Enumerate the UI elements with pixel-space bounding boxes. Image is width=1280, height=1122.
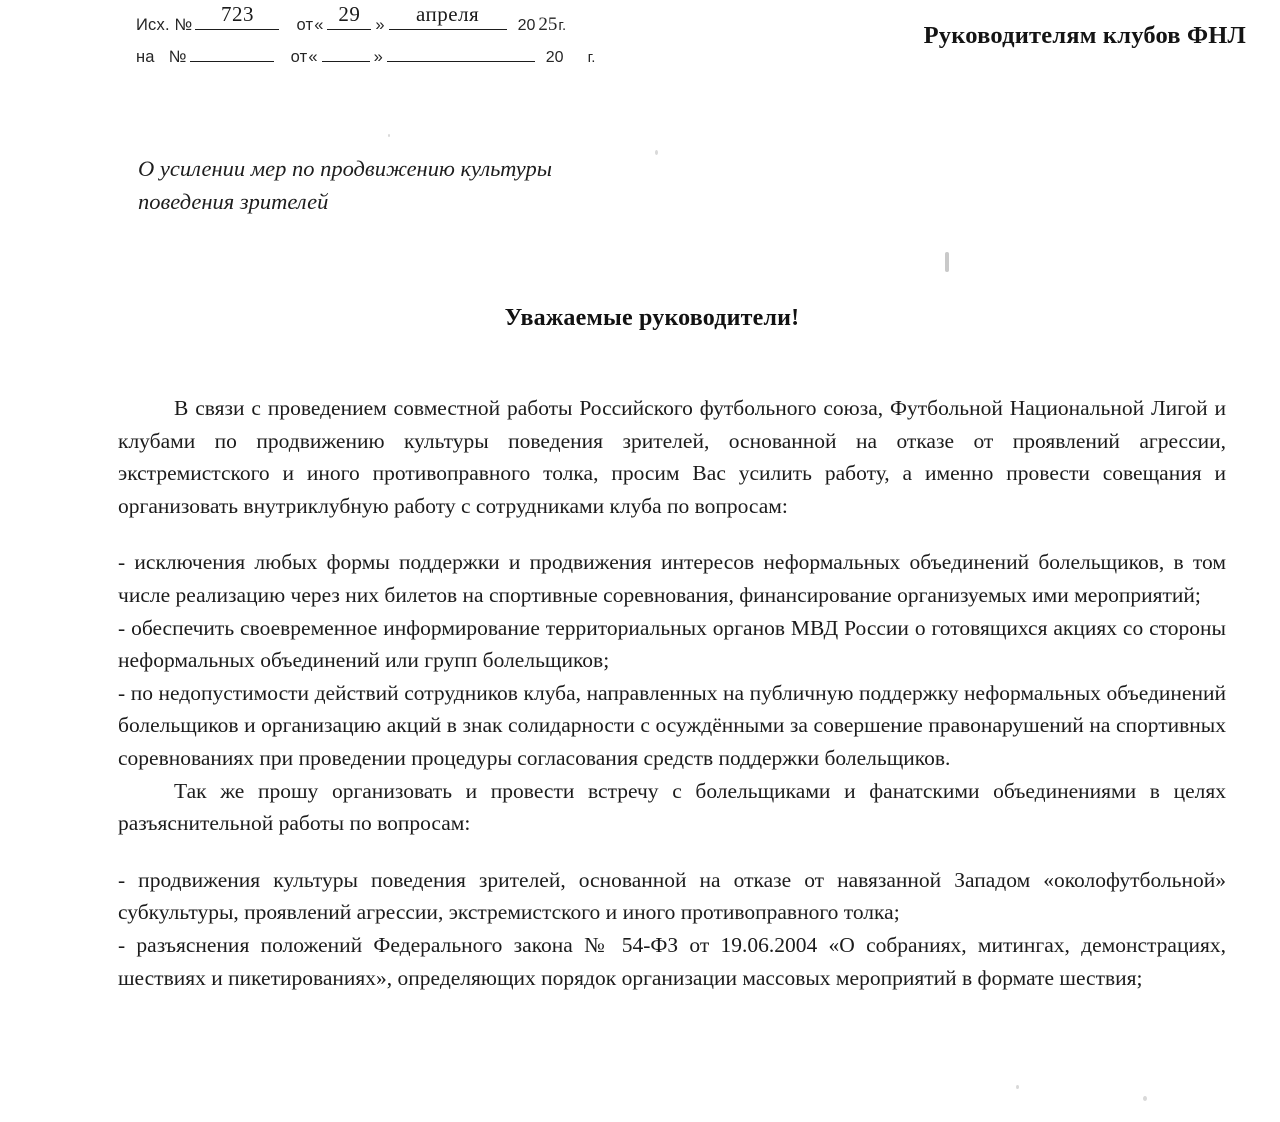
bullet-item-2: - обеспечить своевременное информирование территориальных органов МВД России о готовящихся акциях со стороны неформальных объединений или групп болельщиков;: [118, 615, 1226, 673]
quote-close-mark: »: [375, 16, 385, 34]
outgoing-reference-row: [136, 2, 606, 48]
bullet-item-3: - по недопустимости действий сотрудников клуба, направленных на публичную поддержку неформальных объединений болельщиков и организацию акций в знак солидарности с осуждёнными за совершение правонарушений на спортивных соревнованиях при проведении процедуры согласования средств поддержки болельщиков.: [118, 680, 1226, 770]
outgoing-day-value: 29: [338, 2, 361, 26]
incoming-number-label: №: [168, 48, 187, 66]
outgoing-number-value: 723: [220, 2, 254, 26]
quote-open-mark: «: [314, 16, 324, 34]
incoming-quote-open-mark: «: [308, 48, 318, 66]
paragraph-intro: В связи с проведением совместной работы Российского футбольного союза, Футбольной Национальной Лигой и клубами по продвижению культуры поведения зрителей, основанной на отказе от проявлений агрессии, экстремистского и иного противоправного толка, просим Вас усилить работу, а именно провести совещания и организовать внутриклубную работу с сотрудниками клуба по вопросам:: [118, 396, 1226, 518]
outgoing-month-field[interactable]: [389, 2, 507, 30]
incoming-day-field[interactable]: [322, 61, 370, 62]
outgoing-month-value: апреля: [415, 2, 480, 26]
incoming-month-field[interactable]: [387, 61, 535, 62]
incoming-quote-close-mark: »: [373, 48, 383, 66]
outgoing-day-field[interactable]: [327, 2, 371, 30]
paragraph-second-intro: Так же прошу организовать и провести встречу с болельщиками и фанатскими объединениями в целях разъяснительной работы по вопросам:: [118, 778, 1226, 836]
reference-fields: [136, 2, 606, 78]
addressee-line: Руководителям клубов ФНЛ: [923, 22, 1246, 49]
bullet-item-4: - продвижения культуры поведения зрителей, основанной на отказе от навязанной Западом «околофутбольной» субкультуры, проявлений агрессии, экстремистского и иного противоправного толка;: [118, 867, 1226, 925]
outgoing-year-unit: г.: [558, 17, 567, 34]
incoming-number-field[interactable]: [190, 61, 274, 62]
outgoing-year-value: 25: [538, 14, 558, 35]
outgoing-year-prefix: 20: [517, 17, 536, 34]
bullet-item-5: - разъяснения положений Федерального закона № 54-ФЗ от 19.06.2004 «О собраниях, митингах, демонстрациях, шествиях и пикетированиях», определяющих порядок организации массовых мероприятий в формате шествия;: [118, 932, 1226, 990]
subject-block: [138, 152, 678, 218]
document-body: [118, 392, 1226, 994]
subject-line-2: поведения зрителей: [138, 189, 329, 214]
incoming-label: на: [136, 48, 155, 66]
salutation-heading: Уважаемые руководители!: [504, 305, 800, 331]
outgoing-label: Исх. №: [136, 16, 193, 34]
incoming-reference-row: [136, 48, 606, 78]
outgoing-number-field[interactable]: [195, 2, 279, 30]
bullet-item-1: - исключения любых формы поддержки и продвижения интересов неформальных объединений болельщиков, в том числе реализацию через них билетов на спортивные соревнования, финансирование организуемых ими мероприятий;: [118, 550, 1226, 607]
incoming-year-unit: г.: [587, 49, 596, 66]
incoming-year-prefix: 20: [545, 49, 564, 66]
outgoing-from-label: от: [296, 16, 314, 34]
incoming-from-label: от: [290, 48, 308, 66]
subject-line-1: О усилении мер по продвижению культуры: [138, 156, 552, 181]
